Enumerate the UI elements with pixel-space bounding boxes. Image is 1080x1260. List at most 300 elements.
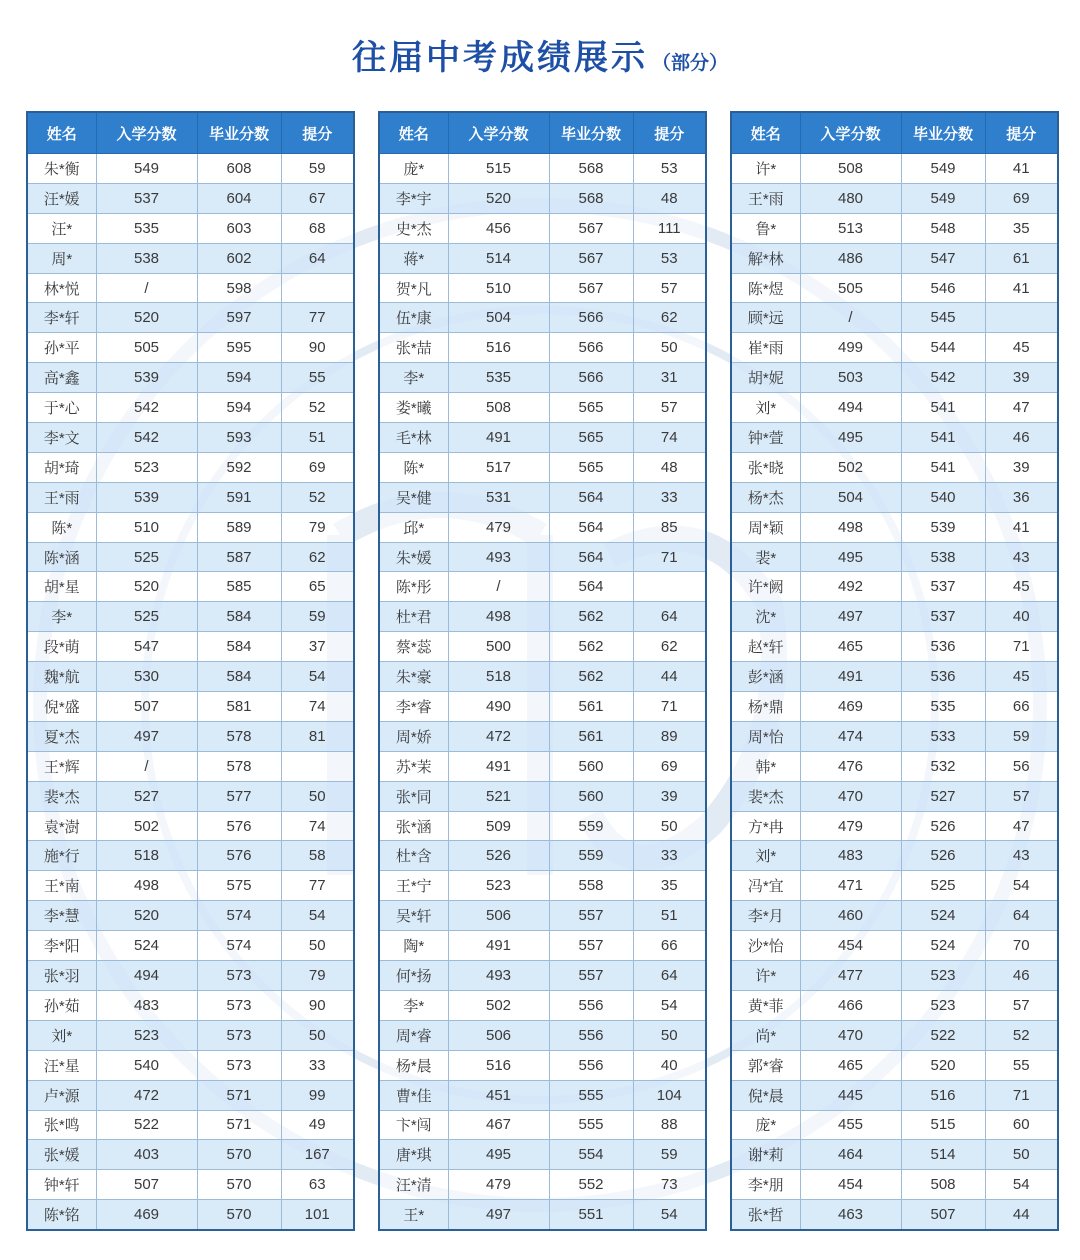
- cell-improvement: 53: [633, 243, 706, 273]
- table-row: [379, 721, 706, 751]
- cell-graduation-score: 541: [901, 423, 985, 453]
- table-row: [731, 452, 1058, 482]
- table-row: [27, 243, 354, 273]
- cell-name: 卢*源: [27, 1080, 96, 1110]
- table-row: [379, 1140, 706, 1170]
- cell-improvement: 57: [633, 273, 706, 303]
- cell-name: 李*: [379, 363, 448, 393]
- header-name: 姓名: [27, 112, 96, 154]
- table-row: [27, 1200, 354, 1230]
- cell-name: 李*慧: [27, 901, 96, 931]
- cell-name: 李*朋: [731, 1170, 800, 1200]
- cell-improvement: 45: [985, 572, 1058, 602]
- cell-entry-score: 516: [448, 333, 549, 363]
- cell-entry-score: 526: [448, 841, 549, 871]
- cell-entry-score: 547: [96, 632, 197, 662]
- cell-improvement: 36: [985, 482, 1058, 512]
- cell-improvement: 70: [985, 931, 1058, 961]
- cell-graduation-score: 560: [549, 781, 633, 811]
- cell-improvement: 52: [281, 482, 354, 512]
- cell-improvement: 37: [281, 632, 354, 662]
- cell-entry-score: 497: [800, 602, 901, 632]
- cell-name: 许*: [731, 154, 800, 184]
- cell-entry-score: 495: [800, 423, 901, 453]
- cell-graduation-score: 565: [549, 452, 633, 482]
- table-row: [731, 751, 1058, 781]
- cell-improvement: 47: [985, 393, 1058, 423]
- cell-graduation-score: 584: [197, 662, 281, 692]
- cell-improvement: 41: [985, 512, 1058, 542]
- cell-improvement: 88: [633, 1110, 706, 1140]
- table-row: [379, 961, 706, 991]
- cell-entry-score: 539: [96, 363, 197, 393]
- table-row: [731, 961, 1058, 991]
- cell-improvement: 50: [633, 1020, 706, 1050]
- table-row: [731, 1110, 1058, 1140]
- table-row: [379, 781, 706, 811]
- cell-graduation-score: 555: [549, 1080, 633, 1110]
- cell-entry-score: 507: [96, 1170, 197, 1200]
- cell-improvement: 62: [281, 542, 354, 572]
- cell-improvement: 71: [985, 1080, 1058, 1110]
- cell-name: 沙*怡: [731, 931, 800, 961]
- cell-entry-score: 530: [96, 662, 197, 692]
- cell-improvement: 60: [985, 1110, 1058, 1140]
- cell-name: 杨*杰: [731, 482, 800, 512]
- cell-improvement: 43: [985, 841, 1058, 871]
- cell-name: 周*睿: [379, 1020, 448, 1050]
- cell-graduation-score: 527: [901, 781, 985, 811]
- cell-improvement: 56: [985, 751, 1058, 781]
- cell-improvement: 39: [985, 452, 1058, 482]
- header-entry-score: 入学分数: [96, 112, 197, 154]
- cell-name: 裴*杰: [731, 781, 800, 811]
- cell-improvement: 52: [985, 1020, 1058, 1050]
- cell-name: 唐*琪: [379, 1140, 448, 1170]
- table-row: [27, 393, 354, 423]
- cell-entry-score: 498: [800, 512, 901, 542]
- cell-graduation-score: 587: [197, 542, 281, 572]
- cell-graduation-score: 525: [901, 871, 985, 901]
- cell-graduation-score: 546: [901, 273, 985, 303]
- cell-improvement: 50: [633, 811, 706, 841]
- cell-name: 贺*凡: [379, 273, 448, 303]
- cell-graduation-score: 515: [901, 1110, 985, 1140]
- cell-entry-score: 469: [96, 1200, 197, 1230]
- table-row: [379, 1200, 706, 1230]
- table-row: [379, 1080, 706, 1110]
- cell-improvement: 64: [633, 961, 706, 991]
- cell-entry-score: 479: [800, 811, 901, 841]
- cell-name: 胡*琦: [27, 452, 96, 482]
- cell-graduation-score: 564: [549, 482, 633, 512]
- cell-name: 许*阙: [731, 572, 800, 602]
- cell-name: 于*心: [27, 393, 96, 423]
- table-row: [379, 1020, 706, 1050]
- cell-improvement: 67: [281, 183, 354, 213]
- cell-name: 汪*媛: [27, 183, 96, 213]
- cell-entry-score: 403: [96, 1140, 197, 1170]
- cell-name: 李*轩: [27, 303, 96, 333]
- cell-graduation-score: 520: [901, 1050, 985, 1080]
- cell-entry-score: 504: [448, 303, 549, 333]
- cell-entry-score: 506: [448, 1020, 549, 1050]
- cell-graduation-score: 603: [197, 213, 281, 243]
- cell-entry-score: 506: [448, 901, 549, 931]
- cell-name: 曹*佳: [379, 1080, 448, 1110]
- cell-improvement: 51: [281, 423, 354, 453]
- table-row: [731, 482, 1058, 512]
- table-row: [27, 1020, 354, 1050]
- table-row: [731, 183, 1058, 213]
- table-row: [27, 602, 354, 632]
- cell-entry-score: 479: [448, 512, 549, 542]
- table-row: [379, 692, 706, 722]
- cell-graduation-score: 573: [197, 990, 281, 1020]
- cell-improvement: 54: [281, 662, 354, 692]
- cell-improvement: 53: [633, 154, 706, 184]
- table-row: [731, 662, 1058, 692]
- cell-graduation-score: 554: [549, 1140, 633, 1170]
- cell-entry-score: 498: [96, 871, 197, 901]
- table-row: [379, 572, 706, 602]
- table-row: [379, 154, 706, 184]
- cell-entry-score: 472: [448, 721, 549, 751]
- cell-graduation-score: 549: [901, 183, 985, 213]
- header-improvement: 提分: [985, 112, 1058, 154]
- cell-entry-score: 520: [448, 183, 549, 213]
- cell-graduation-score: 522: [901, 1020, 985, 1050]
- cell-improvement: 66: [633, 931, 706, 961]
- cell-name: 王*辉: [27, 751, 96, 781]
- header-entry-score: 入学分数: [448, 112, 549, 154]
- cell-graduation-score: 524: [901, 901, 985, 931]
- cell-improvement: 45: [985, 662, 1058, 692]
- cell-graduation-score: 598: [197, 273, 281, 303]
- cell-graduation-score: 562: [549, 632, 633, 662]
- cell-name: 陈*: [379, 452, 448, 482]
- cell-name: 李*宇: [379, 183, 448, 213]
- cell-entry-score: 465: [800, 632, 901, 662]
- cell-name: 陈*彤: [379, 572, 448, 602]
- cell-entry-score: 524: [96, 931, 197, 961]
- cell-graduation-score: 571: [197, 1110, 281, 1140]
- cell-entry-score: 502: [448, 990, 549, 1020]
- cell-name: 杜*君: [379, 602, 448, 632]
- cell-improvement: 45: [985, 333, 1058, 363]
- table-row: [27, 1050, 354, 1080]
- cell-entry-score: 471: [800, 871, 901, 901]
- cell-graduation-score: 576: [197, 841, 281, 871]
- cell-graduation-score: 589: [197, 512, 281, 542]
- cell-entry-score: 539: [96, 482, 197, 512]
- cell-graduation-score: 566: [549, 363, 633, 393]
- cell-entry-score: 516: [448, 1050, 549, 1080]
- table-row: [731, 512, 1058, 542]
- cell-improvement: 31: [633, 363, 706, 393]
- cell-entry-score: 451: [448, 1080, 549, 1110]
- cell-entry-score: 520: [96, 303, 197, 333]
- cell-graduation-score: 552: [549, 1170, 633, 1200]
- cell-name: 钟*萱: [731, 423, 800, 453]
- table-row: [379, 751, 706, 781]
- cell-name: 朱*豪: [379, 662, 448, 692]
- cell-graduation-score: 594: [197, 363, 281, 393]
- table-row: [731, 1050, 1058, 1080]
- cell-entry-score: 454: [800, 931, 901, 961]
- cell-name: 卞*闯: [379, 1110, 448, 1140]
- cell-entry-score: 495: [800, 542, 901, 572]
- table-row: [27, 273, 354, 303]
- cell-improvement: 101: [281, 1200, 354, 1230]
- score-table-3: [730, 111, 1059, 1231]
- cell-improvement: 64: [633, 602, 706, 632]
- cell-graduation-score: 544: [901, 333, 985, 363]
- cell-entry-score: 514: [448, 243, 549, 273]
- cell-entry-score: 500: [448, 632, 549, 662]
- cell-entry-score: 465: [800, 1050, 901, 1080]
- cell-improvement: [633, 572, 706, 602]
- cell-name: 刘*: [27, 1020, 96, 1050]
- cell-name: 陈*涵: [27, 542, 96, 572]
- cell-name: 裴*: [731, 542, 800, 572]
- table-row: [27, 721, 354, 751]
- cell-improvement: 62: [633, 632, 706, 662]
- cell-improvement: 43: [985, 542, 1058, 572]
- cell-name: 袁*澍: [27, 811, 96, 841]
- cell-entry-score: 497: [448, 1200, 549, 1230]
- cell-name: 李*: [379, 990, 448, 1020]
- table-row: [379, 901, 706, 931]
- cell-name: 王*: [379, 1200, 448, 1230]
- header-row: [731, 112, 1058, 154]
- cell-graduation-score: 557: [549, 961, 633, 991]
- cell-entry-score: 503: [800, 363, 901, 393]
- cell-entry-score: 454: [800, 1170, 901, 1200]
- cell-improvement: 79: [281, 512, 354, 542]
- cell-improvement: 50: [281, 931, 354, 961]
- cell-entry-score: 509: [448, 811, 549, 841]
- cell-graduation-score: 539: [901, 512, 985, 542]
- cell-name: 朱*衡: [27, 154, 96, 184]
- cell-graduation-score: 559: [549, 841, 633, 871]
- cell-improvement: 99: [281, 1080, 354, 1110]
- cell-entry-score: 479: [448, 1170, 549, 1200]
- cell-graduation-score: 564: [549, 512, 633, 542]
- table-row: [27, 213, 354, 243]
- cell-entry-score: 460: [800, 901, 901, 931]
- cell-entry-score: 510: [448, 273, 549, 303]
- cell-improvement: 49: [281, 1110, 354, 1140]
- cell-name: 胡*星: [27, 572, 96, 602]
- cell-improvement: 33: [633, 841, 706, 871]
- cell-improvement: 41: [985, 273, 1058, 303]
- cell-improvement: [281, 273, 354, 303]
- cell-name: 陈*煜: [731, 273, 800, 303]
- cell-improvement: 59: [633, 1140, 706, 1170]
- cell-name: 李*睿: [379, 692, 448, 722]
- cell-name: 苏*茉: [379, 751, 448, 781]
- cell-graduation-score: 578: [197, 721, 281, 751]
- cell-graduation-score: 533: [901, 721, 985, 751]
- table-row: [379, 632, 706, 662]
- cell-name: 施*行: [27, 841, 96, 871]
- score-table-2: [378, 111, 707, 1231]
- cell-graduation-score: 556: [549, 990, 633, 1020]
- cell-name: 张*涵: [379, 811, 448, 841]
- cell-name: 尚*: [731, 1020, 800, 1050]
- cell-improvement: 50: [985, 1140, 1058, 1170]
- cell-improvement: 74: [281, 692, 354, 722]
- header-graduation-score: 毕业分数: [901, 112, 985, 154]
- cell-name: 张*媛: [27, 1140, 96, 1170]
- table-row: [27, 183, 354, 213]
- cell-entry-score: 491: [800, 662, 901, 692]
- cell-entry-score: 527: [96, 781, 197, 811]
- cell-improvement: 58: [281, 841, 354, 871]
- cell-entry-score: 518: [96, 841, 197, 871]
- cell-entry-score: 486: [800, 243, 901, 273]
- cell-name: 朱*媛: [379, 542, 448, 572]
- header-row: [379, 112, 706, 154]
- cell-name: 李*月: [731, 901, 800, 931]
- cell-name: 魏*航: [27, 662, 96, 692]
- cell-graduation-score: 570: [197, 1140, 281, 1170]
- cell-improvement: 44: [633, 662, 706, 692]
- table-row: [731, 1170, 1058, 1200]
- cell-graduation-score: 562: [549, 662, 633, 692]
- cell-improvement: 71: [985, 632, 1058, 662]
- cell-graduation-score: 542: [901, 363, 985, 393]
- table-row: [731, 1020, 1058, 1050]
- cell-entry-score: 456: [448, 213, 549, 243]
- cell-graduation-score: 556: [549, 1050, 633, 1080]
- cell-graduation-score: 540: [901, 482, 985, 512]
- cell-improvement: 40: [985, 602, 1058, 632]
- cell-improvement: 74: [633, 423, 706, 453]
- cell-graduation-score: 551: [549, 1200, 633, 1230]
- cell-improvement: 39: [985, 363, 1058, 393]
- cell-entry-score: 491: [448, 931, 549, 961]
- table-row: [731, 721, 1058, 751]
- cell-entry-score: 513: [800, 213, 901, 243]
- cell-entry-score: 493: [448, 542, 549, 572]
- cell-improvement: 33: [633, 482, 706, 512]
- cell-improvement: 54: [633, 1200, 706, 1230]
- cell-improvement: 33: [281, 1050, 354, 1080]
- table-row: [27, 512, 354, 542]
- cell-name: 方*冉: [731, 811, 800, 841]
- table-row: [27, 482, 354, 512]
- cell-name: 史*杰: [379, 213, 448, 243]
- table-row: [27, 542, 354, 572]
- cell-graduation-score: 536: [901, 662, 985, 692]
- cell-name: 郭*睿: [731, 1050, 800, 1080]
- cell-name: 胡*妮: [731, 363, 800, 393]
- cell-entry-score: 517: [448, 452, 549, 482]
- cell-name: 裴*杰: [27, 781, 96, 811]
- cell-entry-score: /: [448, 572, 549, 602]
- cell-name: 张*同: [379, 781, 448, 811]
- table-row: [27, 1170, 354, 1200]
- cell-graduation-score: 558: [549, 871, 633, 901]
- cell-graduation-score: 574: [197, 931, 281, 961]
- cell-improvement: 68: [281, 213, 354, 243]
- score-table-1: [26, 111, 355, 1231]
- cell-name: 倪*盛: [27, 692, 96, 722]
- table-row: [379, 363, 706, 393]
- table-row: [731, 243, 1058, 273]
- table-row: [731, 213, 1058, 243]
- cell-entry-score: 507: [96, 692, 197, 722]
- table-row: [27, 363, 354, 393]
- table-row: [731, 1080, 1058, 1110]
- cell-graduation-score: 566: [549, 333, 633, 363]
- cell-graduation-score: 566: [549, 303, 633, 333]
- cell-name: 彭*涵: [731, 662, 800, 692]
- cell-entry-score: 445: [800, 1080, 901, 1110]
- cell-entry-score: 505: [96, 333, 197, 363]
- cell-entry-score: 470: [800, 1020, 901, 1050]
- cell-improvement: 50: [281, 1020, 354, 1050]
- cell-name: 谢*莉: [731, 1140, 800, 1170]
- cell-improvement: 46: [985, 423, 1058, 453]
- cell-graduation-score: 585: [197, 572, 281, 602]
- cell-entry-score: 508: [800, 154, 901, 184]
- cell-graduation-score: 584: [197, 632, 281, 662]
- table-row: [379, 811, 706, 841]
- cell-entry-score: 540: [96, 1050, 197, 1080]
- table-row: [731, 1140, 1058, 1170]
- table-row: [731, 901, 1058, 931]
- cell-graduation-score: 538: [901, 542, 985, 572]
- cell-name: 刘*: [731, 841, 800, 871]
- table-row: [379, 393, 706, 423]
- cell-improvement: 64: [281, 243, 354, 273]
- cell-improvement: 69: [985, 183, 1058, 213]
- cell-graduation-score: 581: [197, 692, 281, 722]
- table-row: [379, 602, 706, 632]
- cell-entry-score: 499: [800, 333, 901, 363]
- cell-name: 韩*: [731, 751, 800, 781]
- table-row: [379, 662, 706, 692]
- cell-improvement: 90: [281, 990, 354, 1020]
- cell-entry-score: 469: [800, 692, 901, 722]
- cell-graduation-score: 537: [901, 602, 985, 632]
- cell-entry-score: 464: [800, 1140, 901, 1170]
- cell-graduation-score: 516: [901, 1080, 985, 1110]
- cell-name: 张*晓: [731, 452, 800, 482]
- cell-graduation-score: 524: [901, 931, 985, 961]
- cell-improvement: 54: [633, 990, 706, 1020]
- cell-graduation-score: 591: [197, 482, 281, 512]
- cell-graduation-score: 568: [549, 183, 633, 213]
- cell-name: 沈*: [731, 602, 800, 632]
- cell-improvement: 64: [985, 901, 1058, 931]
- cell-name: 王*雨: [27, 482, 96, 512]
- cell-graduation-score: 555: [549, 1110, 633, 1140]
- cell-graduation-score: 575: [197, 871, 281, 901]
- cell-graduation-score: 537: [901, 572, 985, 602]
- cell-name: 李*: [27, 602, 96, 632]
- cell-improvement: 59: [985, 721, 1058, 751]
- cell-name: 庞*: [731, 1110, 800, 1140]
- cell-improvement: 55: [281, 363, 354, 393]
- cell-graduation-score: 557: [549, 931, 633, 961]
- cell-graduation-score: 593: [197, 423, 281, 453]
- cell-entry-score: 466: [800, 990, 901, 1020]
- cell-entry-score: 525: [96, 602, 197, 632]
